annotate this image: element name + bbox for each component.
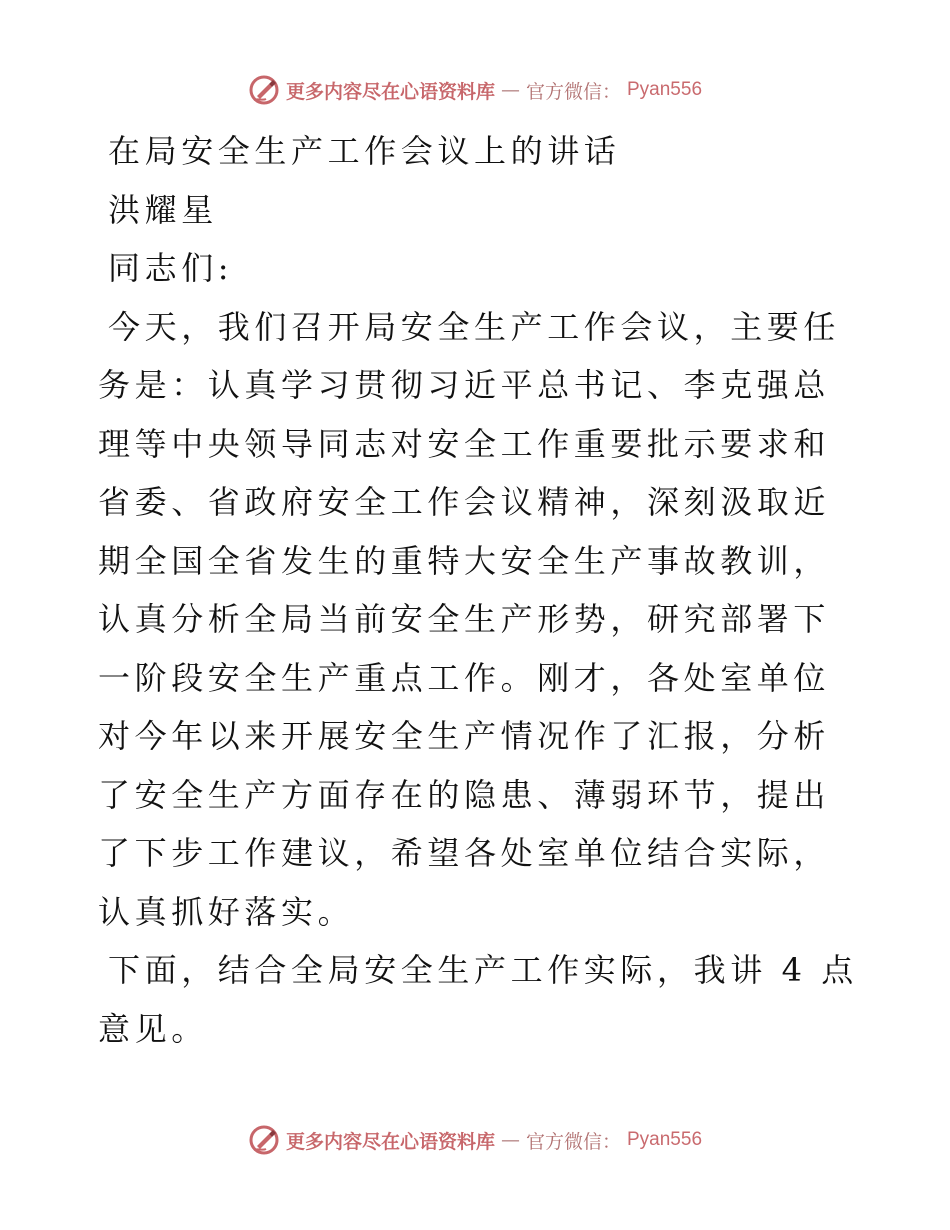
- watermark-separator: —: [500, 79, 520, 101]
- document-author: 洪耀星: [108, 190, 218, 229]
- watermark-header: [0, 70, 950, 110]
- document-greeting: 同志们:: [108, 249, 234, 287]
- document-title: 在局安全生产工作会议上的讲话: [108, 132, 621, 170]
- pen-logo-icon: [248, 1124, 280, 1156]
- watermark-footer: [0, 1120, 950, 1160]
- pen-logo-icon: [248, 74, 280, 106]
- watermark-wechat-id: Pyan556: [627, 1129, 703, 1150]
- paragraph-1: 今天，我们召开局安全生产工作会议，主要任务是：认真学习贯彻习近平总书记、李克强总理等中央领导同志对安全工作重要批示要求和省委、省政府安全工作会议精神，深刻汲取近期全国全省发生的重特大安全生产事故教训，认真分析全局当前安全生产形势，研究部署下一阶段安全生产重点工作。刚才，各处室单位对今年以来开展安全生产情况作了汇报，分析了安全生产方面存在的隐患、薄弱环节，提出了下步工作建议，希望各处室单位结合实际，认真抓好落实。: [98, 307, 841, 931]
- watermark-site-text: 更多内容尽在心语资料库: [285, 1130, 495, 1153]
- watermark-site-text: 更多内容尽在心语资料库: [285, 80, 495, 103]
- watermark-wechat-id: Pyan556: [627, 79, 703, 100]
- watermark-separator: —: [500, 1129, 520, 1151]
- watermark-wechat-label: 官方微信：: [525, 1130, 621, 1153]
- watermark-wechat-label: 官方微信：: [525, 80, 621, 103]
- document-body: [98, 122, 858, 1058]
- paragraph-2: 下面，结合全局安全生产工作实际，我讲 4 点意见。: [98, 951, 858, 1048]
